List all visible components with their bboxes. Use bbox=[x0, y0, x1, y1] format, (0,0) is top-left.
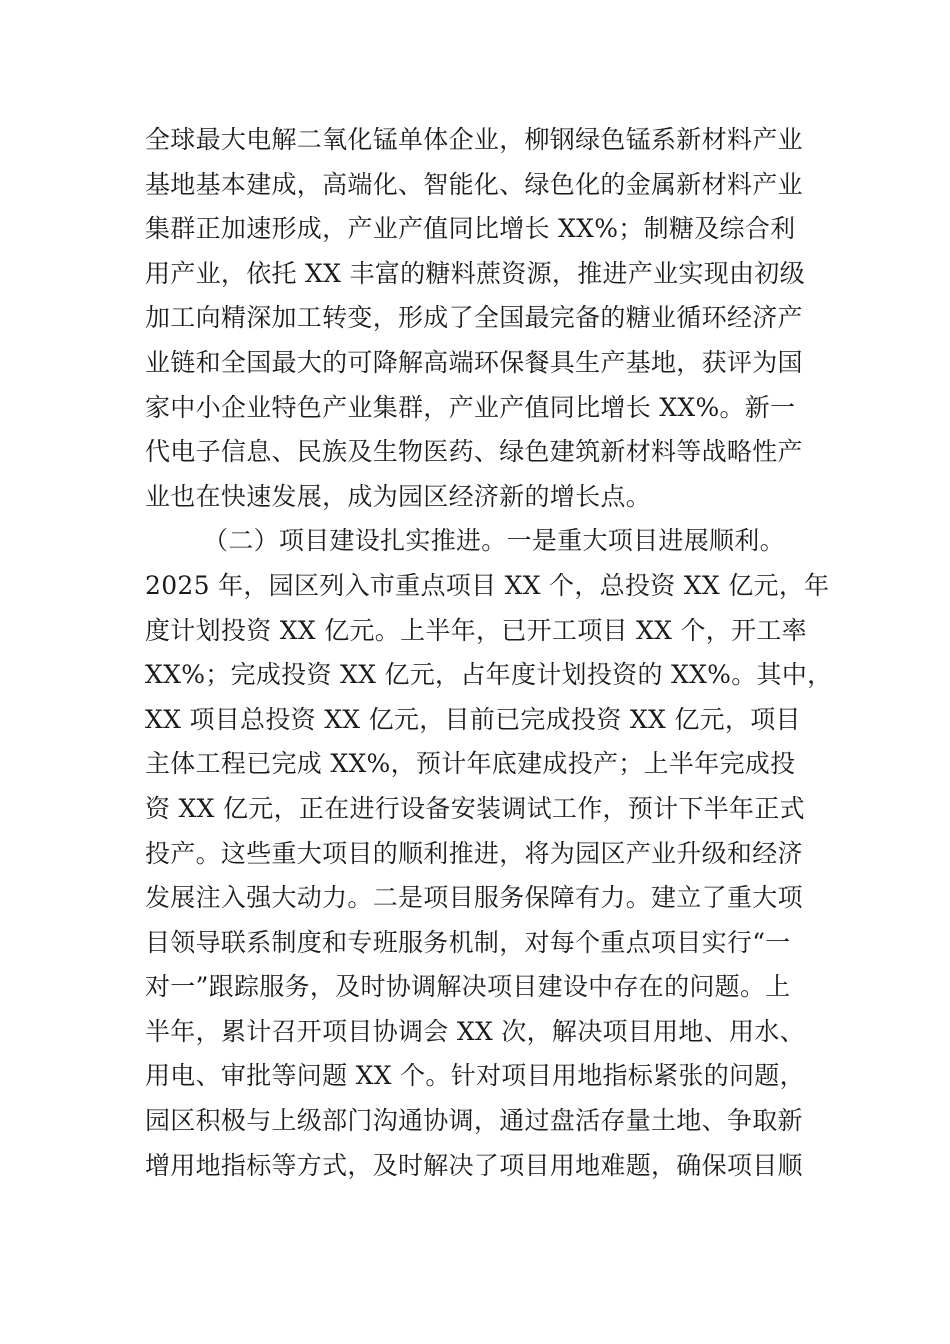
text-line: 园区积极与上级部门沟通协调，通过盘活存量土地、争取新 bbox=[145, 1106, 803, 1136]
text-line: 加工向精深加工转变，形成了全国最完备的糖业循环经济产 bbox=[145, 303, 803, 333]
section-heading-line: （二）项目建设扎实推进。一是重大项目进展顺利。 bbox=[203, 526, 785, 556]
text-line: 家中小企业特色产业集群，产业产值同比增长 XX%。新一 bbox=[145, 392, 796, 422]
text-line: 主体工程已完成 XX%，预计年底建成投产；上半年完成投 bbox=[145, 749, 796, 779]
text-line: 发展注入强大动力。二是项目服务保障有力。建立了重大项 bbox=[145, 883, 803, 913]
text-line: 2025 年，园区列入市重点项目 XX 个，总投资 XX 亿元，年 bbox=[145, 570, 830, 600]
text-line: XX 项目总投资 XX 亿元，目前已完成投资 XX 亿元，项目 bbox=[145, 704, 801, 734]
text-line: 代电子信息、民族及生物医药、绿色建筑新材料等战略性产 bbox=[145, 437, 803, 467]
text-line: 业链和全国最大的可降解高端环保餐具生产基地，获评为国 bbox=[145, 347, 803, 377]
text-line: 目领导联系制度和专班服务机制，对每个重点项目实行“一 bbox=[145, 927, 791, 957]
text-line: 用电、审批等问题 XX 个。针对项目用地指标紧张的问题， bbox=[145, 1061, 805, 1091]
text-line: 度计划投资 XX 亿元。上半年，已开工项目 XX 个，开工率 bbox=[145, 615, 807, 645]
text-line: 资 XX 亿元，正在进行设备安装调试工作，预计下半年正式 bbox=[145, 793, 805, 823]
text-line: 半年，累计召开项目协调会 XX 次，解决项目用地、用水、 bbox=[145, 1016, 805, 1046]
text-line: XX%；完成投资 XX 亿元，占年度计划投资的 XX%。其中， bbox=[145, 660, 833, 690]
body-text bbox=[145, 118, 833, 1188]
text-line: 增用地指标等方式，及时解决了项目用地难题，确保项目顺 bbox=[145, 1150, 803, 1180]
text-line: 基地基本建成，高端化、智能化、绿色化的金属新材料产业 bbox=[145, 169, 803, 199]
text-line: 用产业，依托 XX 丰富的糖料蔗资源，推进产业实现由初级 bbox=[145, 258, 805, 288]
text-line: 集群正加速形成，产业产值同比增长 XX%；制糖及综合利 bbox=[145, 214, 796, 244]
text-line: 投产。这些重大项目的顺利推进，将为园区产业升级和经济 bbox=[145, 838, 803, 868]
text-line: 业也在快速发展，成为园区经济新的增长点。 bbox=[145, 481, 652, 511]
text-line: 全球最大电解二氧化锰单体企业，柳钢绿色锰系新材料产业 bbox=[145, 125, 803, 154]
text-line: 对一”跟踪服务，及时协调解决项目建设中存在的问题。上 bbox=[145, 972, 791, 1002]
